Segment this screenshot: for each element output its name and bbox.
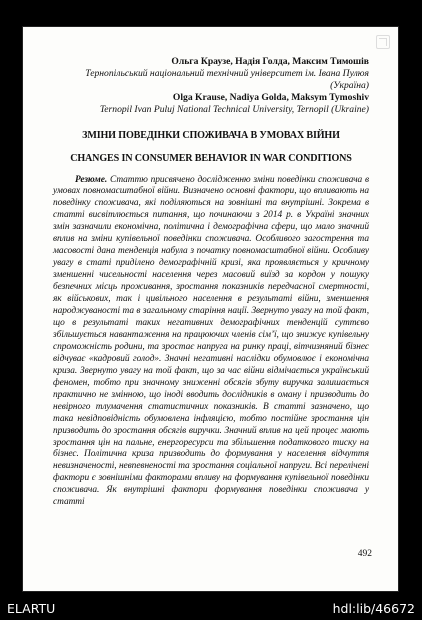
- handle-id: hdl:lib/46672: [332, 601, 415, 616]
- abstract-text: Статтю присвячено дослідженню зміни поведінки споживача в умовах повномасштабної війни. Визначено основні фактори, що впливають на поведінку споживача, які поділяються на зовнішні та внутрішні. Зокрема в статті висвітлюється питання, що починаючи з 2014 р. в Україні значних змін зазначили економічна, політична і демографічна сфери, що мало значний вплив на зміни купівельної поведінки споживача. Особливого загострення та масовості дана тенденція набула з початку повномасштабної війни. Особливу увагу в статі приділено демографічній кризі, яка проявляється у кричному зменшенні чисельності населення через масовий виїзд за кордон у пошуку безпечних місць проживання, зростання показників передчасної смертності, як військових, так і цивільного населення в результаті війни, зменшення народжуваності та в загальному старіння нації. Звернуто увагу на той факт, що в результаті таких негативних демографічних тенденцій суттєво збільшується навантаження на працюючих членів сім’ї, що знижує купівельну спроможність родини, та зростає напруга на ринку праці, вітчизняний бізнес відчуває «кадровий голод». Значні негативні наслідки обумовлює і економічна криза. Звернуто увагу на той факт, що за час війни відмічається український феномен, тобто при значному зниженні обсягів збуту виручка залишається практично не змінною, що іноді вводить дослідників в оману і призводить до невірного тлумачення статистичних показників. В статті зазначено, що така невідповідність обумовлена інфляцією, тобто постійне зростання цін призводить до зростання обсягів виручки. Значний вплив на цей процес мають зростання цін на пальне, енергоресурси та збільшення податкового тиску на бізнес. Політична криза призводить до формування у населення відчуття невизначеності, невпевненості та зростання соціальної напруги. Всі перелічені фактори є зовнішніми факторами впливу на формування купівельної поведінки споживача. Як внутрішні фактори формування поведінки споживача у статті: [53, 174, 369, 508]
- affiliation-english: Ternopil Ivan Puluj National Technical University, Ternopil (Ukraine): [99, 103, 369, 115]
- authors-ukrainian: Ольга Краузе, Надія Голда, Максим Тимошів: [171, 56, 369, 67]
- abstract: [53, 175, 369, 510]
- repository-name: ELARTU: [7, 601, 56, 616]
- page-number: 492: [357, 549, 372, 559]
- affiliation-ukrainian: Тернопільський національний технічний університет ім. Івана Пулюя: [85, 67, 369, 79]
- authors-english: Olga Krause, Nadiya Golda, Maksym Tymoshiv: [172, 91, 369, 103]
- title-english: CHANGES IN CONSUMER BEHAVIOR IN WAR CONDITIONS: [70, 152, 352, 164]
- expand-icon[interactable]: [376, 35, 390, 49]
- affiliation-ukrainian-country: (Україна): [330, 79, 369, 91]
- document-page: [22, 26, 399, 592]
- abstract-label: Резюме.: [75, 174, 108, 185]
- title-ukrainian: ЗМІНИ ПОВЕДІНКИ СПОЖИВАЧА В УМОВАХ ВІЙНИ: [82, 129, 340, 141]
- page-content: [53, 56, 369, 509]
- footer-bar: [0, 596, 422, 620]
